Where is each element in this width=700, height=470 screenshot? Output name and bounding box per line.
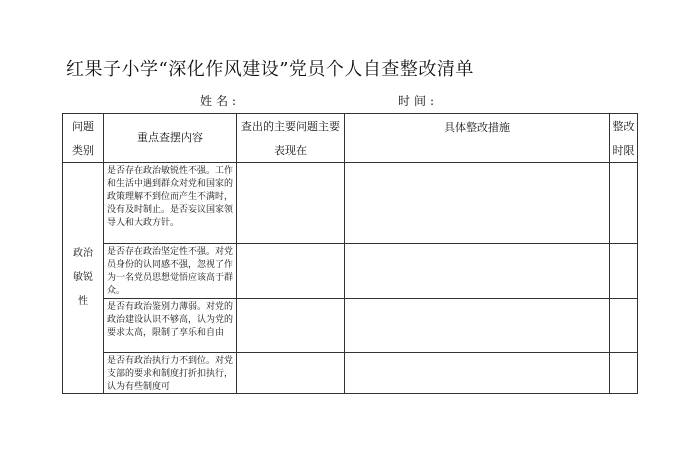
table-row [63,353,638,394]
deadline-cell[interactable] [610,299,638,353]
issues-cell[interactable] [237,163,345,244]
focus-text: 是否有政治鉴别力薄弱。对党的政治建设认识不够高，认为党的要求太高，限制了享乐和自由 [107,302,234,338]
table-row [63,163,638,244]
header-issues-line2: 表现在 [274,144,307,157]
header-row [63,114,638,163]
category-line1: 政治 [73,248,93,259]
name-label: 姓名: [200,94,241,108]
table-row [63,299,638,353]
focus-cell [104,299,237,353]
header-issues [237,114,345,163]
deadline-cell[interactable] [610,244,638,299]
measures-cell[interactable] [345,299,610,353]
measures-cell[interactable] [345,244,610,299]
category-cell [63,163,104,394]
page-title: 红果子小学“深化作风建设”党员个人自查整改清单 [66,59,474,80]
header-deadline [610,114,638,163]
issues-cell[interactable] [237,353,345,394]
focus-text: 是否有政治执行力不到位。对党支部的要求和制度打折扣执行，认为有些制度可 [107,356,234,392]
self-check-table [62,113,638,394]
measures-cell[interactable] [345,353,610,394]
header-category [63,114,104,163]
header-category-line2: 类别 [72,144,94,157]
deadline-cell[interactable] [610,353,638,394]
header-focus: 重点查摆内容 [104,114,237,163]
measures-cell[interactable] [345,163,610,244]
issues-cell[interactable] [237,299,345,353]
focus-cell [104,163,237,244]
header-measures: 具体整改措施 [345,114,610,163]
header-deadline-line2: 时限 [612,144,635,157]
focus-text: 是否存在政治敏锐性不强。工作和生活中遇到群众对党和国家的政策理解不到位而产生不满时，没有及时制止。是否妄议国家领导人和大政方针。 [107,166,234,228]
focus-cell [104,353,237,394]
focus-text: 是否存在政治坚定性不强。对党员身份的认同感不强，忽视了作为一名党员思想觉悟应该高于群众。 [107,247,234,296]
table-row [63,244,638,299]
issues-cell[interactable] [237,244,345,299]
category-line3: 性 [78,296,88,307]
header-category-line1: 问题 [72,120,94,133]
focus-cell [104,244,237,299]
time-label: 时间: [398,94,439,108]
deadline-cell[interactable] [610,163,638,244]
category-line2: 敏锐 [73,272,93,283]
header-issues-line1: 查出的主要问题主要 [241,120,340,133]
header-deadline-line1: 整改 [612,120,635,133]
